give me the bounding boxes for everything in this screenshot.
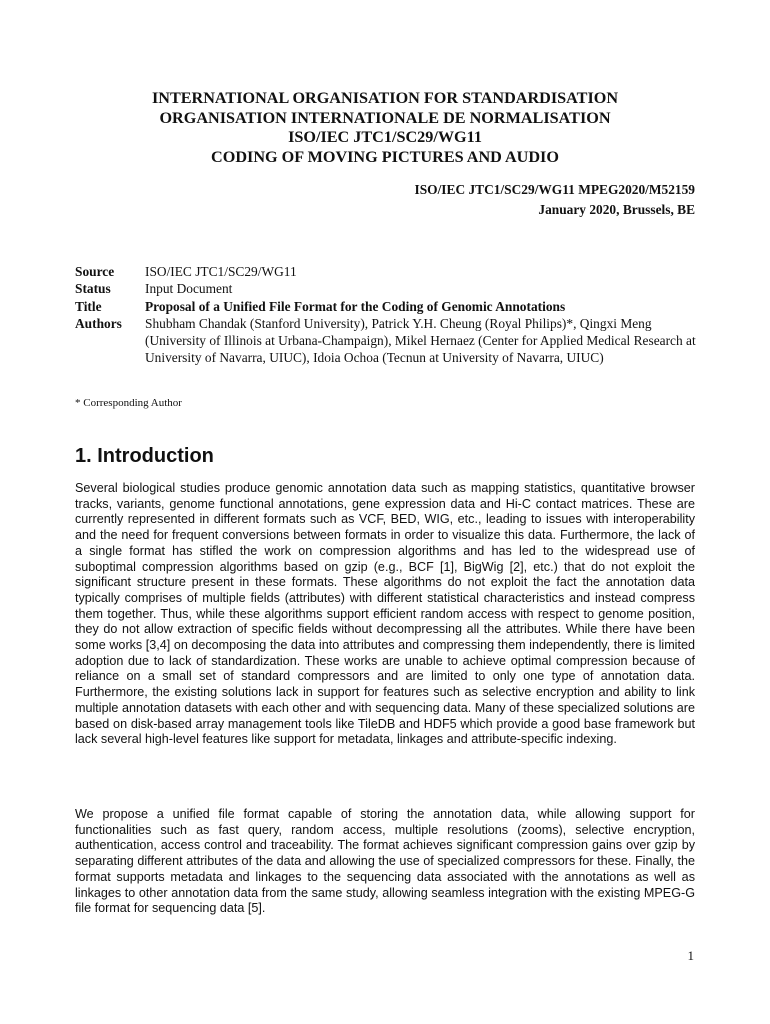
title-label: Title <box>75 298 102 314</box>
source-value: ISO/IEC JTC1/SC29/WG11 <box>145 264 297 279</box>
document-date: January 2020, Brussels, BE <box>538 201 695 217</box>
header-line-1: INTERNATIONAL ORGANISATION FOR STANDARDISATION <box>151 89 619 107</box>
header-line-3: ISO/IEC JTC1/SC29/WG11 <box>288 128 482 147</box>
authors-label: Authors <box>75 315 122 331</box>
meta-row-authors <box>75 315 700 367</box>
source-label: Source <box>75 264 115 279</box>
meta-row-status <box>75 280 700 297</box>
header-line-4: CODING OF MOVING PICTURES AND AUDIO <box>211 147 559 166</box>
title-value: Proposal of a Unified File Format for the Coding of Genomic Annotations <box>145 298 566 314</box>
meta-row-source <box>75 263 700 280</box>
meta-row-title <box>75 298 700 315</box>
intro-paragraph-2: We propose a unified file format capable of storing the annotation data, while allowing support for functionalities such as fast query, random access, multiple resolutions (zooms), selective encryption, authentication, access control and traceability. The format achieves significant compression gains over gzip by separating different attributes of the data and allowing the use of specialized compressors for these. Finally, the format supports metadata and linkages to the sequencing data associated with the annotations as well as linkages to other annotation data from the same study, allowing seamless integration with the existing MPEG-G file format for sequencing data [5]. <box>75 807 695 916</box>
intro-paragraph-1: Several biological studies produce genomic annotation data such as mapping statistics, quantitative browser tracks, variants, genome functional annotations, gene expression data and Hi-C contact matrices. These are currently represented in different formats such as VCF, BED, WIG, etc., leading to issues with interoperability and the need for frequent conversions between formats in order to visualize this data. Furthermore, the lack of a single format has stifled the work on compression algorithms and has led to the widespread use of suboptimal compression algorithms based on gzip (e.g., BCF [1], BigWig [2], etc.) that do not exploit the significant structure present in these formats. These algorithms do not exploit the fact the annotation data typically comprises of multiple fields (attributes) with different statistical characteristics and instead compress them together. Thus, while these algorithms support efficient random access with respect to genome position, they do not allow extraction of specific fields without decompressing all the attributes. While there have been some works [3,4] on decomposing the data into attributes and compressing them independently, there is limited adoption due to lack of standardization. These works are unable to achieve optimal compression because of reliance on a small set of standard compressors and are limited to only one type of annotation data. Furthermore, the existing solutions lack in support for features such as selective encryption and ability to link multiple annotation datasets with each other and with sequencing data. Many of these specialized solutions are based on disk-based array management tools like TileDB and HDF5 which provide a good base framework but lack several high-level features like support for metadata, linkages and attribute-specific indexing. <box>75 481 695 747</box>
corresponding-author-note: * Corresponding Author <box>75 397 182 409</box>
organisation-header <box>75 89 695 167</box>
authors-value: Shubham Chandak (Stanford University), Patrick Y.H. Cheung (Royal Philips)*, Qingxi Meng (University of Illinois at Urbana-Champaign), Mikel Hernaez (Center for Applied Medical Research at University of Navarra, UIUC), Idoia Ochoa (Tecnun at University of Navarra, UIUC) <box>145 315 696 366</box>
document-metadata <box>75 263 700 367</box>
status-value: Input Document <box>145 281 233 297</box>
page-number: 1 <box>687 948 694 963</box>
document-number: ISO/IEC JTC1/SC29/WG11 MPEG2020/M52159 <box>414 182 695 197</box>
section-title: 1. Introduction <box>75 445 214 467</box>
header-line-2: ORGANISATION INTERNATIONALE DE NORMALISATION <box>159 108 611 127</box>
status-label: Status <box>75 281 111 297</box>
document-reference <box>415 180 695 219</box>
